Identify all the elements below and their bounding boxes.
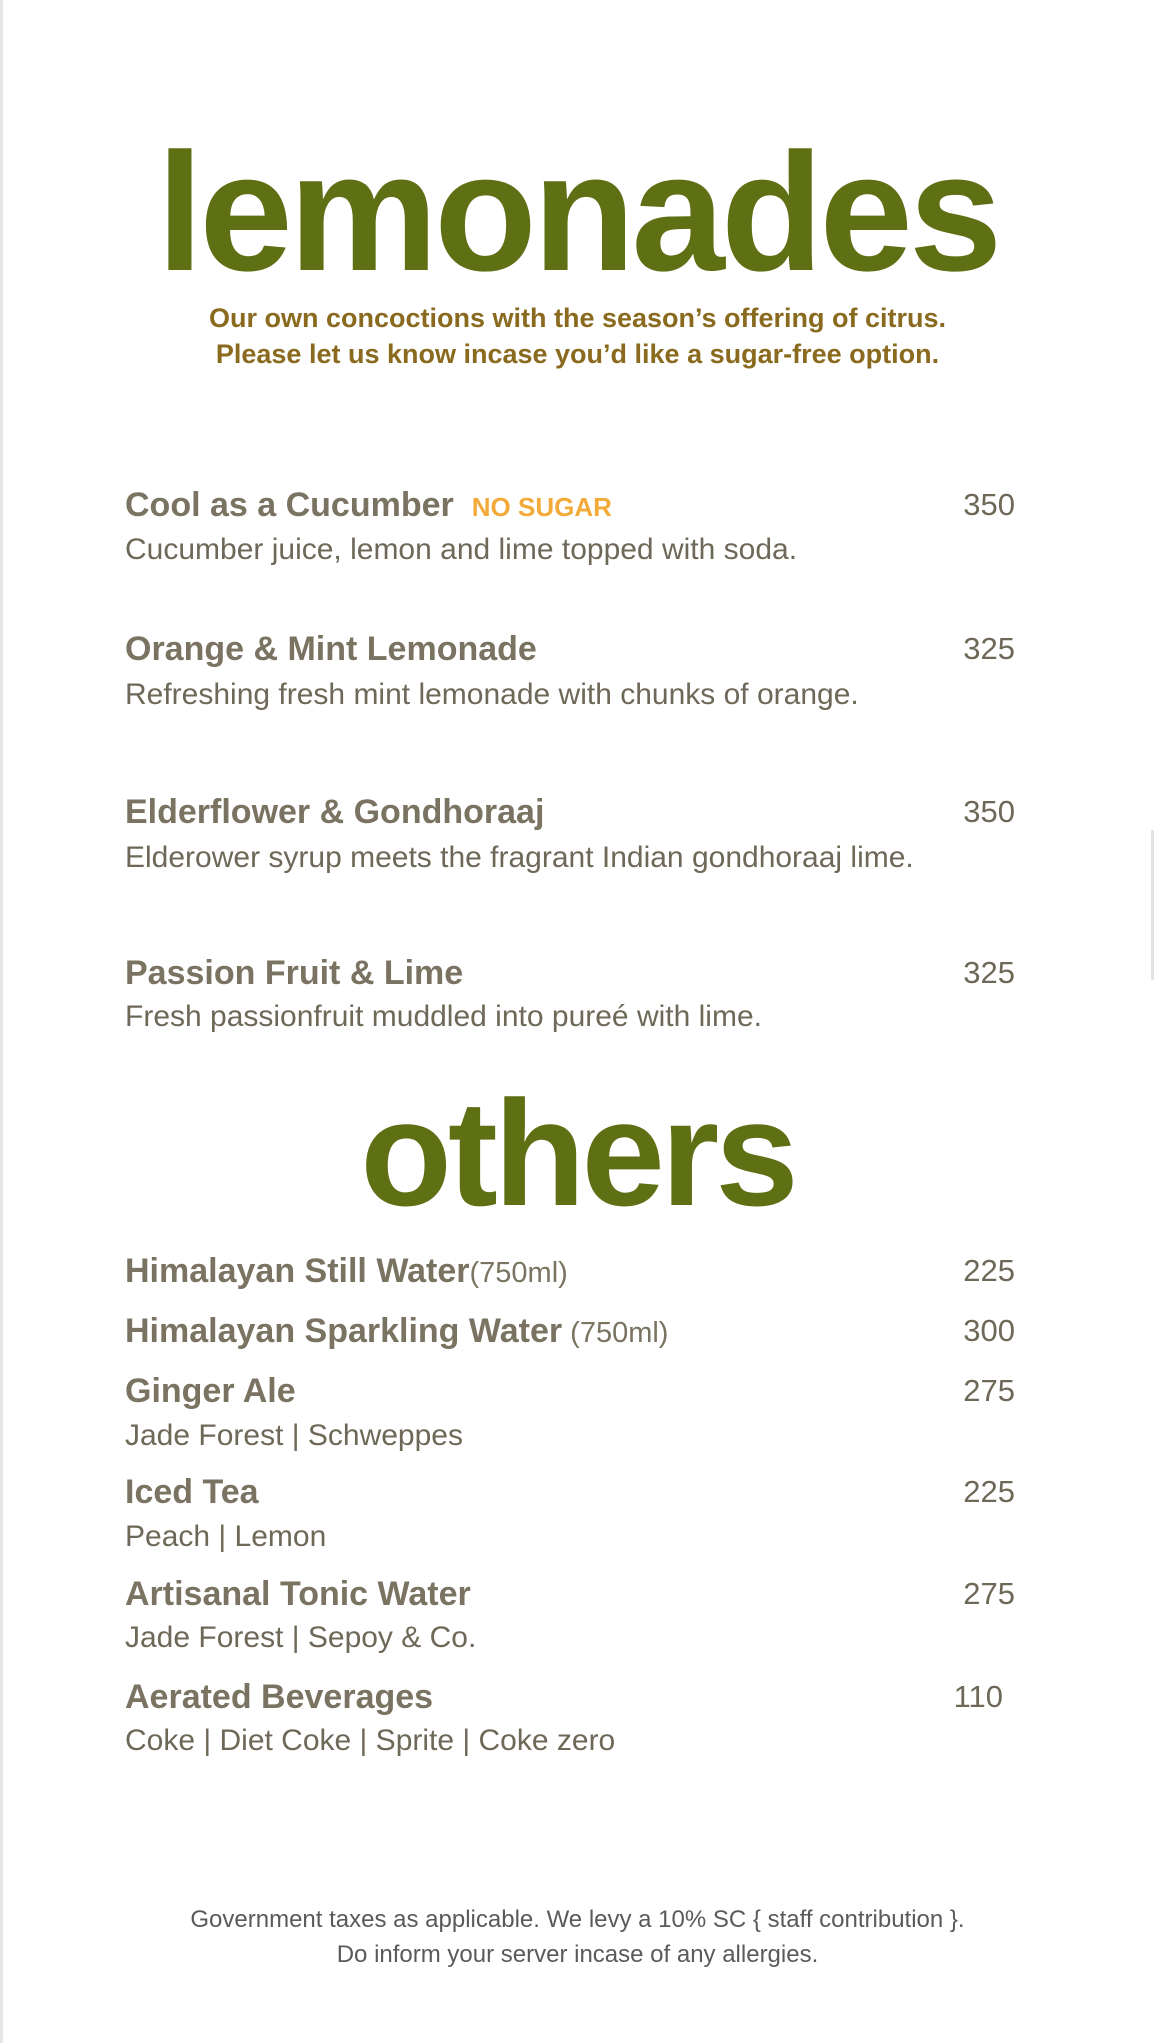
item-name: Himalayan Sparkling Water — [125, 1312, 563, 1350]
menu-item-cool-as-a-cucumber — [125, 483, 1015, 527]
menu-item-orange-mint-lemonade — [125, 627, 1015, 671]
item-size: (750ml) — [562, 1317, 669, 1349]
item-name: Ginger Ale — [125, 1372, 296, 1410]
menu-item-himalayan-sparkling-water — [125, 1309, 1015, 1353]
menu-item-himalayan-still-water — [125, 1249, 1015, 1293]
menu-item-elderflower-gondhoraaj — [125, 790, 1015, 834]
item-price: 350 — [963, 794, 1015, 829]
lemonades-subtitle-1: Our own concoctions with the season’s offering of citrus. — [208, 303, 947, 333]
item-description: Peach | Lemon — [125, 1520, 327, 1553]
item-description: Refreshing fresh mint lemonade with chunks of orange. — [125, 678, 859, 711]
no-sugar-badge: NO SUGAR — [471, 492, 612, 522]
item-price: 275 — [963, 1373, 1015, 1408]
item-size: (750ml) — [469, 1257, 568, 1289]
item-name: Aerated Beverages — [125, 1678, 434, 1716]
menu-item-artisanal-tonic-water — [125, 1572, 1015, 1616]
item-description: Fresh passionfruit muddled into pureé with lime. — [125, 1000, 762, 1033]
footer-allergy-note: Do inform your server incase of any allergies. — [336, 1941, 819, 1968]
footer-taxes-note: Government taxes as applicable. We levy a 10% SC { staff contribution }. — [190, 1906, 965, 1933]
item-price: 350 — [963, 487, 1015, 522]
scrollbar[interactable] — [1151, 830, 1154, 980]
item-description: Cucumber juice, lemon and lime topped with soda. — [125, 533, 798, 566]
menu-item-aerated-beverages — [125, 1675, 1015, 1719]
item-name: Elderflower & Gondhoraaj — [125, 793, 545, 831]
item-name: Orange & Mint Lemonade — [125, 630, 537, 668]
lemonades-subtitle-2: Please let us know incase you’d like a sugar-free option. — [215, 339, 940, 369]
item-description: Jade Forest | Schweppes — [125, 1419, 463, 1452]
item-name: Artisanal Tonic Water — [125, 1575, 471, 1613]
item-name: Passion Fruit & Lime — [125, 954, 464, 992]
item-description: Jade Forest | Sepoy & Co. — [125, 1621, 477, 1654]
item-price: 300 — [963, 1313, 1015, 1348]
item-price: 275 — [963, 1576, 1015, 1611]
item-name: Cool as a Cucumber — [125, 486, 454, 524]
item-price: 325 — [963, 955, 1015, 990]
menu-item-passion-fruit-lime — [125, 951, 1015, 995]
item-price: 110 — [953, 1679, 1003, 1714]
menu-item-ginger-ale — [125, 1369, 1015, 1413]
item-name: Himalayan Still Water — [125, 1252, 470, 1290]
item-price: 325 — [963, 631, 1015, 666]
menu-item-iced-tea — [125, 1470, 1015, 1514]
item-price: 225 — [963, 1253, 1015, 1288]
others-heading: others — [360, 1069, 795, 1237]
item-description: Coke | Diet Coke | Sprite | Coke zero — [125, 1724, 616, 1757]
item-price: 225 — [963, 1474, 1015, 1509]
item-name: Iced Tea — [125, 1473, 259, 1511]
item-description: Elderower syrup meets the fragrant Indian gondhoraaj lime. — [125, 841, 914, 874]
lemonades-heading: lemonades — [156, 118, 999, 306]
